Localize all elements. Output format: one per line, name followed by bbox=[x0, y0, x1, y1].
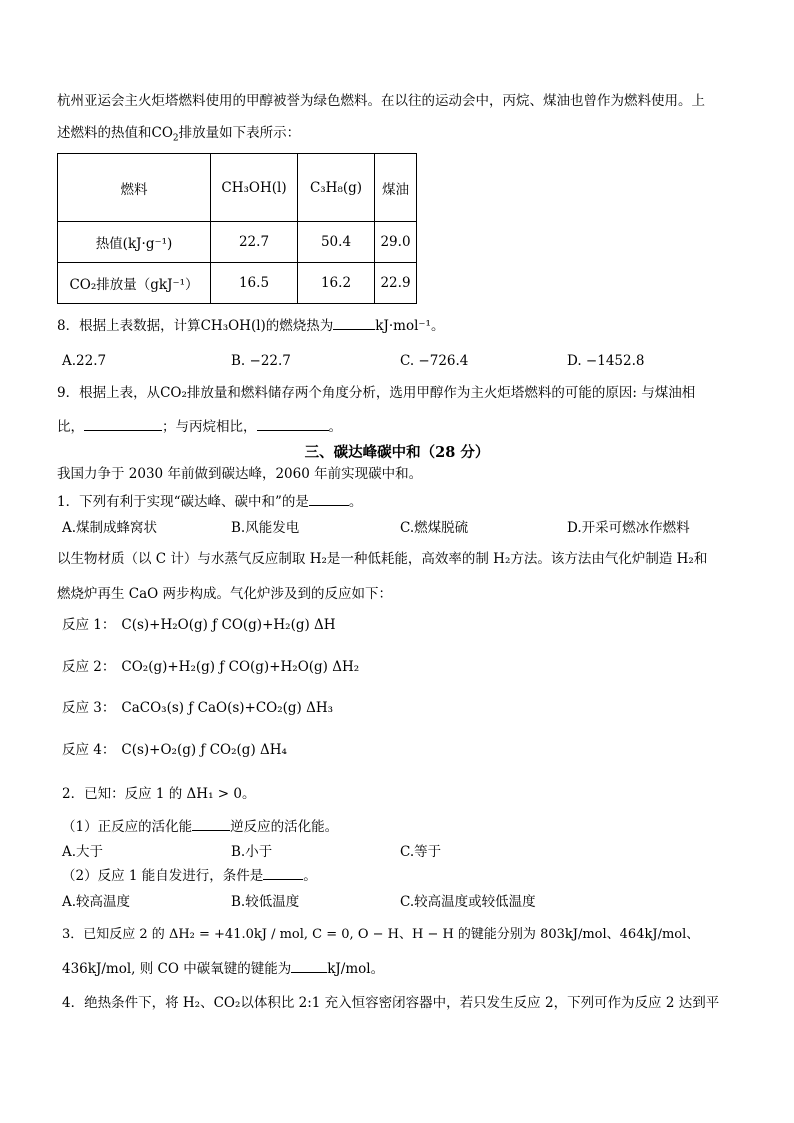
question-3-text-post: kJ/mol。 bbox=[327, 961, 385, 977]
section-intro: 我国力争于 2030 年前做到碳达峰，2060 年前实现碳中和。 bbox=[57, 466, 423, 482]
table-header-kerosene: 煤油 bbox=[375, 154, 417, 222]
question-8 bbox=[57, 317, 444, 335]
question-2-sub-1-post: 逆反应的活化能。 bbox=[230, 819, 339, 835]
reaction-label: 反应 4： bbox=[62, 742, 116, 758]
table-header-c3h8: C₃H₈(g) bbox=[298, 154, 375, 222]
reaction-equation: CO₂(g)+H₂(g) ƒ CO(g)+H₂O(g) ΔH₂ bbox=[121, 659, 360, 675]
answer-blank[interactable] bbox=[291, 960, 327, 973]
answer-blank[interactable] bbox=[263, 867, 303, 880]
option-a[interactable]: A.大于 bbox=[62, 844, 104, 860]
question-1-options bbox=[0, 519, 794, 537]
intro-line-1: 杭州亚运会主火炬塔燃料使用的甲醇被誉为绿色燃料。在以往的运动会中，丙烷、煤油也曾作为燃料使用。上 bbox=[57, 93, 705, 109]
question-2-stem: 2．已知：反应 1 的 ΔH₁ > 0。 bbox=[62, 786, 256, 802]
intro-line-2 bbox=[57, 124, 300, 142]
question-3-text-pre: 436kJ/mol, 则 CO 中碳氧键的键能为 bbox=[62, 961, 292, 977]
question-4-line-1: 4．绝热条件下，将 H₂、CO₂以体积比 2:1 充入恒容密闭容器中，若只发生反应 2，下列可作为反应 2 达到平 bbox=[62, 995, 720, 1011]
question-2-sub-2-pre: （2）反应 1 能自发进行，条件是 bbox=[62, 868, 264, 884]
question-9-text-a: 比， bbox=[57, 419, 84, 435]
reaction-2 bbox=[62, 658, 359, 676]
table-cell: 16.2 bbox=[298, 263, 375, 304]
answer-blank[interactable] bbox=[333, 317, 375, 330]
table-row-label-heat: 热值(kJ·g⁻¹) bbox=[58, 222, 211, 263]
answer-blank[interactable] bbox=[84, 418, 162, 431]
option-a[interactable]: A.22.7 bbox=[62, 353, 107, 369]
option-d[interactable]: D. −1452.8 bbox=[567, 353, 645, 369]
answer-blank[interactable] bbox=[309, 493, 349, 506]
question-8-text-pre: 8．根据上表数据，计算CH₃OH(l)的燃烧热为 bbox=[57, 318, 334, 334]
option-d[interactable]: D.开采可燃冰作燃料 bbox=[567, 520, 690, 536]
question-2-sub-2 bbox=[62, 867, 317, 885]
paragraph-line-2: 燃烧炉再生 CaO 两步构成。气化炉涉及到的反应如下： bbox=[57, 586, 393, 602]
question-9-text-b: ；与丙烷相比， bbox=[162, 419, 257, 435]
option-c[interactable]: C. −726.4 bbox=[400, 353, 469, 369]
table-header-fuel: 燃料 bbox=[58, 154, 211, 222]
reaction-label: 反应 1： bbox=[62, 617, 116, 633]
intro-line-2-pre: 述燃料的热值和CO bbox=[57, 125, 173, 141]
option-b[interactable]: B.风能发电 bbox=[231, 520, 300, 536]
question-8-options bbox=[0, 352, 794, 370]
reaction-label: 反应 2： bbox=[62, 659, 116, 675]
table-cell: 22.7 bbox=[211, 222, 298, 263]
question-2-sub-2-post: 。 bbox=[303, 868, 317, 884]
table-row bbox=[58, 263, 417, 304]
option-c[interactable]: C.较高温度或较低温度 bbox=[400, 894, 536, 910]
table-row bbox=[58, 222, 417, 263]
table-cell: 50.4 bbox=[298, 222, 375, 263]
section-heading: 三、碳达峰碳中和（28 分） bbox=[304, 444, 490, 461]
question-9-line-2 bbox=[57, 418, 342, 436]
reaction-1 bbox=[62, 616, 336, 634]
reaction-equation: C(s)+O₂(g) ƒ CO₂(g) ΔH₄ bbox=[121, 742, 287, 758]
question-1-text-post: 。 bbox=[348, 494, 363, 510]
reaction-label: 反应 3： bbox=[62, 700, 116, 716]
option-a[interactable]: A.较高温度 bbox=[62, 894, 131, 910]
table-cell: 29.0 bbox=[375, 222, 417, 263]
intro-line-2-sub: 2 bbox=[172, 133, 179, 144]
question-3-line-1: 3．已知反应 2 的 ΔH₂ = +41.0kJ / mol, C = 0, O − H、H − H 的键能分别为 803kJ/mol、464kJ/mol、 bbox=[62, 927, 700, 942]
table-cell: 22.9 bbox=[375, 263, 417, 304]
question-9-line-1: 9．根据上表，从CO₂排放量和燃料储存两个角度分析，选用甲醇作为主火炬塔燃料的可能的原因: 与煤油相 bbox=[57, 385, 696, 401]
answer-blank[interactable] bbox=[192, 818, 230, 831]
reaction-3 bbox=[62, 699, 333, 717]
reaction-equation: CaCO₃(s) ƒ CaO(s)+CO₂(g) ΔH₃ bbox=[121, 700, 334, 716]
question-2-sub-1-pre: （1）正反应的活化能 bbox=[62, 819, 193, 835]
reaction-equation: C(s)+H₂O(g) ƒ CO(g)+H₂(g) ΔH bbox=[121, 617, 336, 633]
question-3-line-2 bbox=[62, 960, 384, 978]
option-c[interactable]: C.燃煤脱硫 bbox=[400, 520, 469, 536]
question-8-text-post: kJ·mol⁻¹。 bbox=[375, 318, 445, 334]
question-1 bbox=[57, 493, 362, 511]
fuel-data-table bbox=[57, 153, 417, 304]
paragraph-line-1: 以生物材质（以 C 计）与水蒸气反应制取 H₂是一种低耗能，高效率的制 H₂方法。该方法由气化炉制造 H₂和 bbox=[57, 551, 708, 567]
question-9-text-c: 。 bbox=[328, 419, 342, 435]
option-b[interactable]: B. −22.7 bbox=[231, 353, 291, 369]
question-2-sub-1 bbox=[62, 818, 338, 836]
intro-line-2-post: 排放量如下表所示： bbox=[178, 125, 301, 141]
answer-blank[interactable] bbox=[257, 418, 329, 431]
question-1-text-pre: 1．下列有利于实现“碳达峰、碳中和”的是 bbox=[57, 494, 309, 510]
table-cell: 16.5 bbox=[211, 263, 298, 304]
question-2-sub-1-options bbox=[0, 843, 794, 861]
table-row-label-co2: CO₂排放量（gkJ⁻¹） bbox=[58, 263, 211, 304]
option-b[interactable]: B.较低温度 bbox=[231, 894, 300, 910]
table-header-ch3oh: CH₃OH(l) bbox=[211, 154, 298, 222]
option-c[interactable]: C.等于 bbox=[400, 844, 442, 860]
option-a[interactable]: A.煤制成蜂窝状 bbox=[62, 520, 158, 536]
question-2-sub-2-options bbox=[0, 893, 794, 911]
reaction-4 bbox=[62, 741, 287, 759]
table-header-row bbox=[58, 154, 417, 222]
option-b[interactable]: B.小于 bbox=[231, 844, 273, 860]
